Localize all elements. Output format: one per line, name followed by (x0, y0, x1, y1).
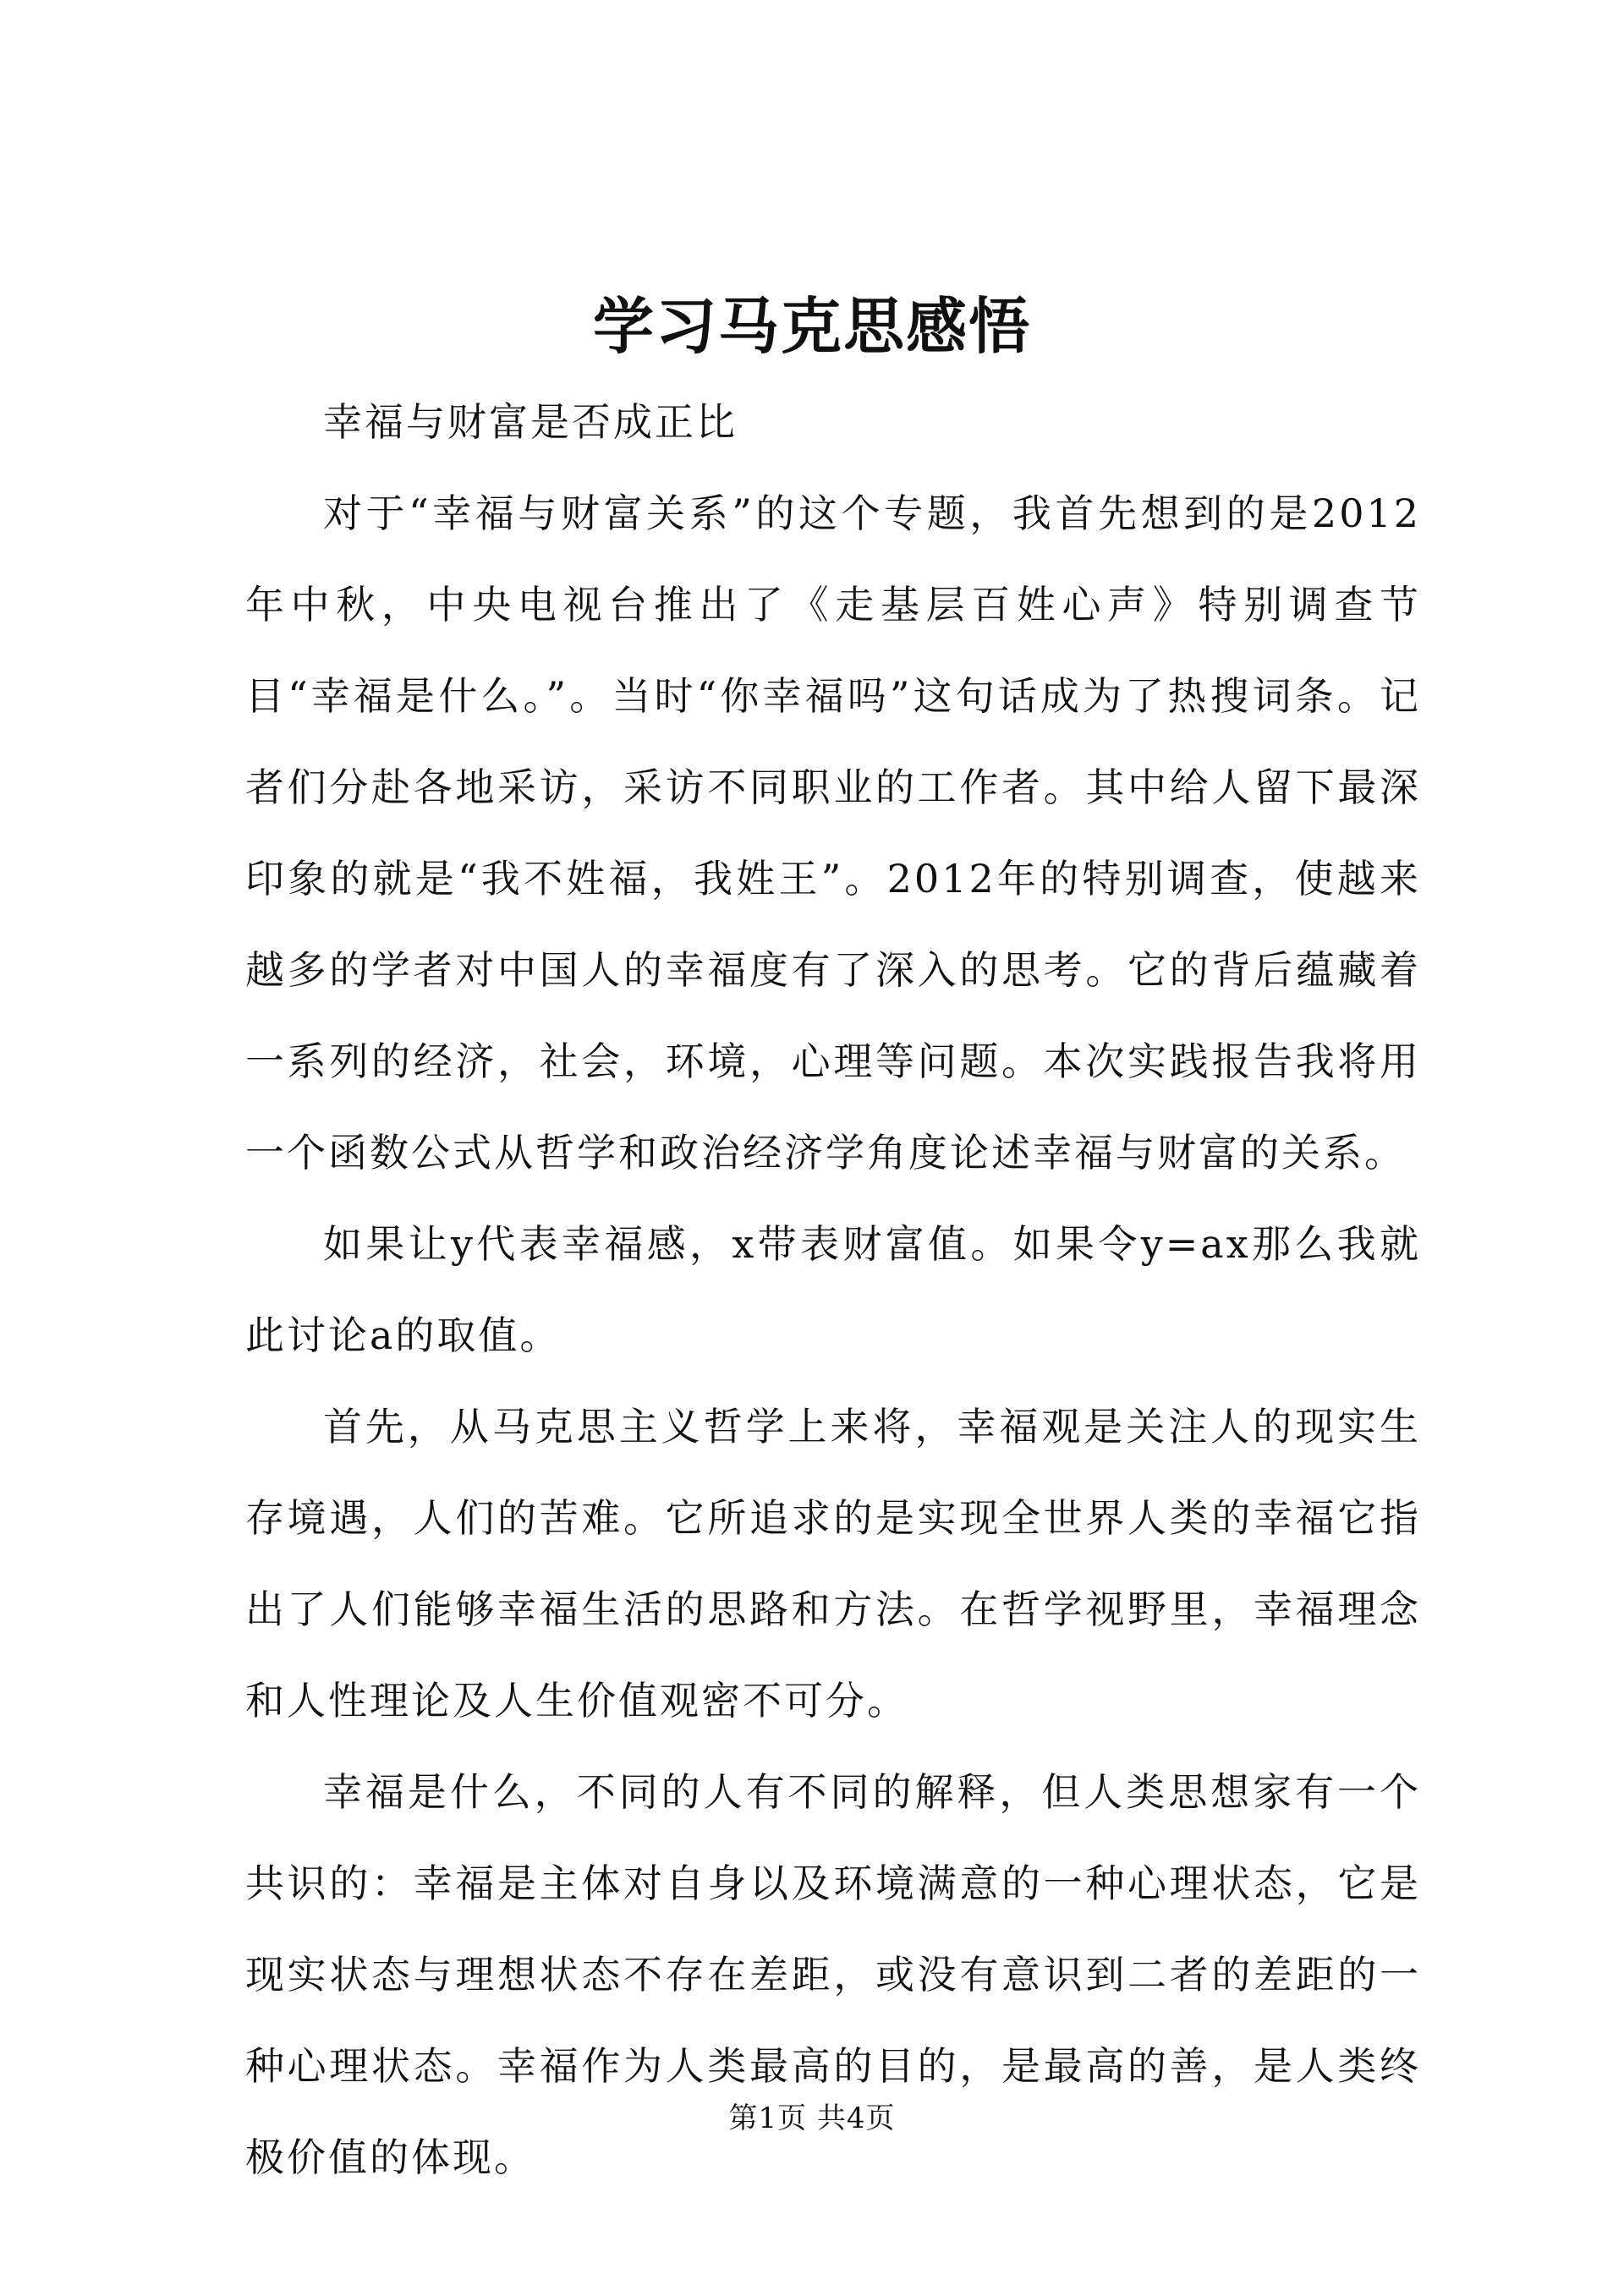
body-paragraph: 幸福是什么，不同的人有不同的解释，但人类思想家有一个共识的：幸福是主体对自身以及环境满意的一种心理状态，它是现实状态与理想状态不存在差距，或没有意识到二者的差距的一种心理状态。幸福作为人类最高的目的，是最高的善，是人类终极价值的体现。 (245, 1769, 1421, 2180)
document-body (245, 376, 1421, 2203)
subtitle-paragraph: 幸福与财富是否成正比 (323, 399, 738, 445)
page-footer: 第1页 共4页 (728, 2101, 896, 2135)
body-paragraph: 首先，从马克思主义哲学上来将，幸福观是关注人的现实生存境遇，人们的苦难。它所追求的是实现全世界人类的幸福它指出了人们能够幸福生活的思路和方法。在哲学视野里，幸福理念和人性理论及人生价值观密不可分。 (245, 1404, 1421, 1723)
document-title: 学习马克思感悟 (592, 290, 1031, 362)
body-paragraph: 如果让y代表幸福感，x带表财富值。如果令y=ax那么我就此讨论a的取值。 (245, 1221, 1421, 1358)
body-paragraph: 对于“幸福与财富关系”的这个专题，我首先想到的是2012年中秋，中央电视台推出了《走基层百姓心声》特别调查节目“幸福是什么。”。当时“你幸福吗”这句话成为了热搜词条。记者们分赴各地采访，采访不同职业的工作者。其中给人留下最深印象的就是“我不姓福，我姓王”。2012年的特别调查，使越来越多的学者对中国人的幸福度有了深入的思考。它的背后蕴藏着一系列的经济，社会，环境，心理等问题。本次实践报告我将用一个函数公式从哲学和政治经济学角度论述幸福与财富的关系。 (245, 490, 1421, 1175)
